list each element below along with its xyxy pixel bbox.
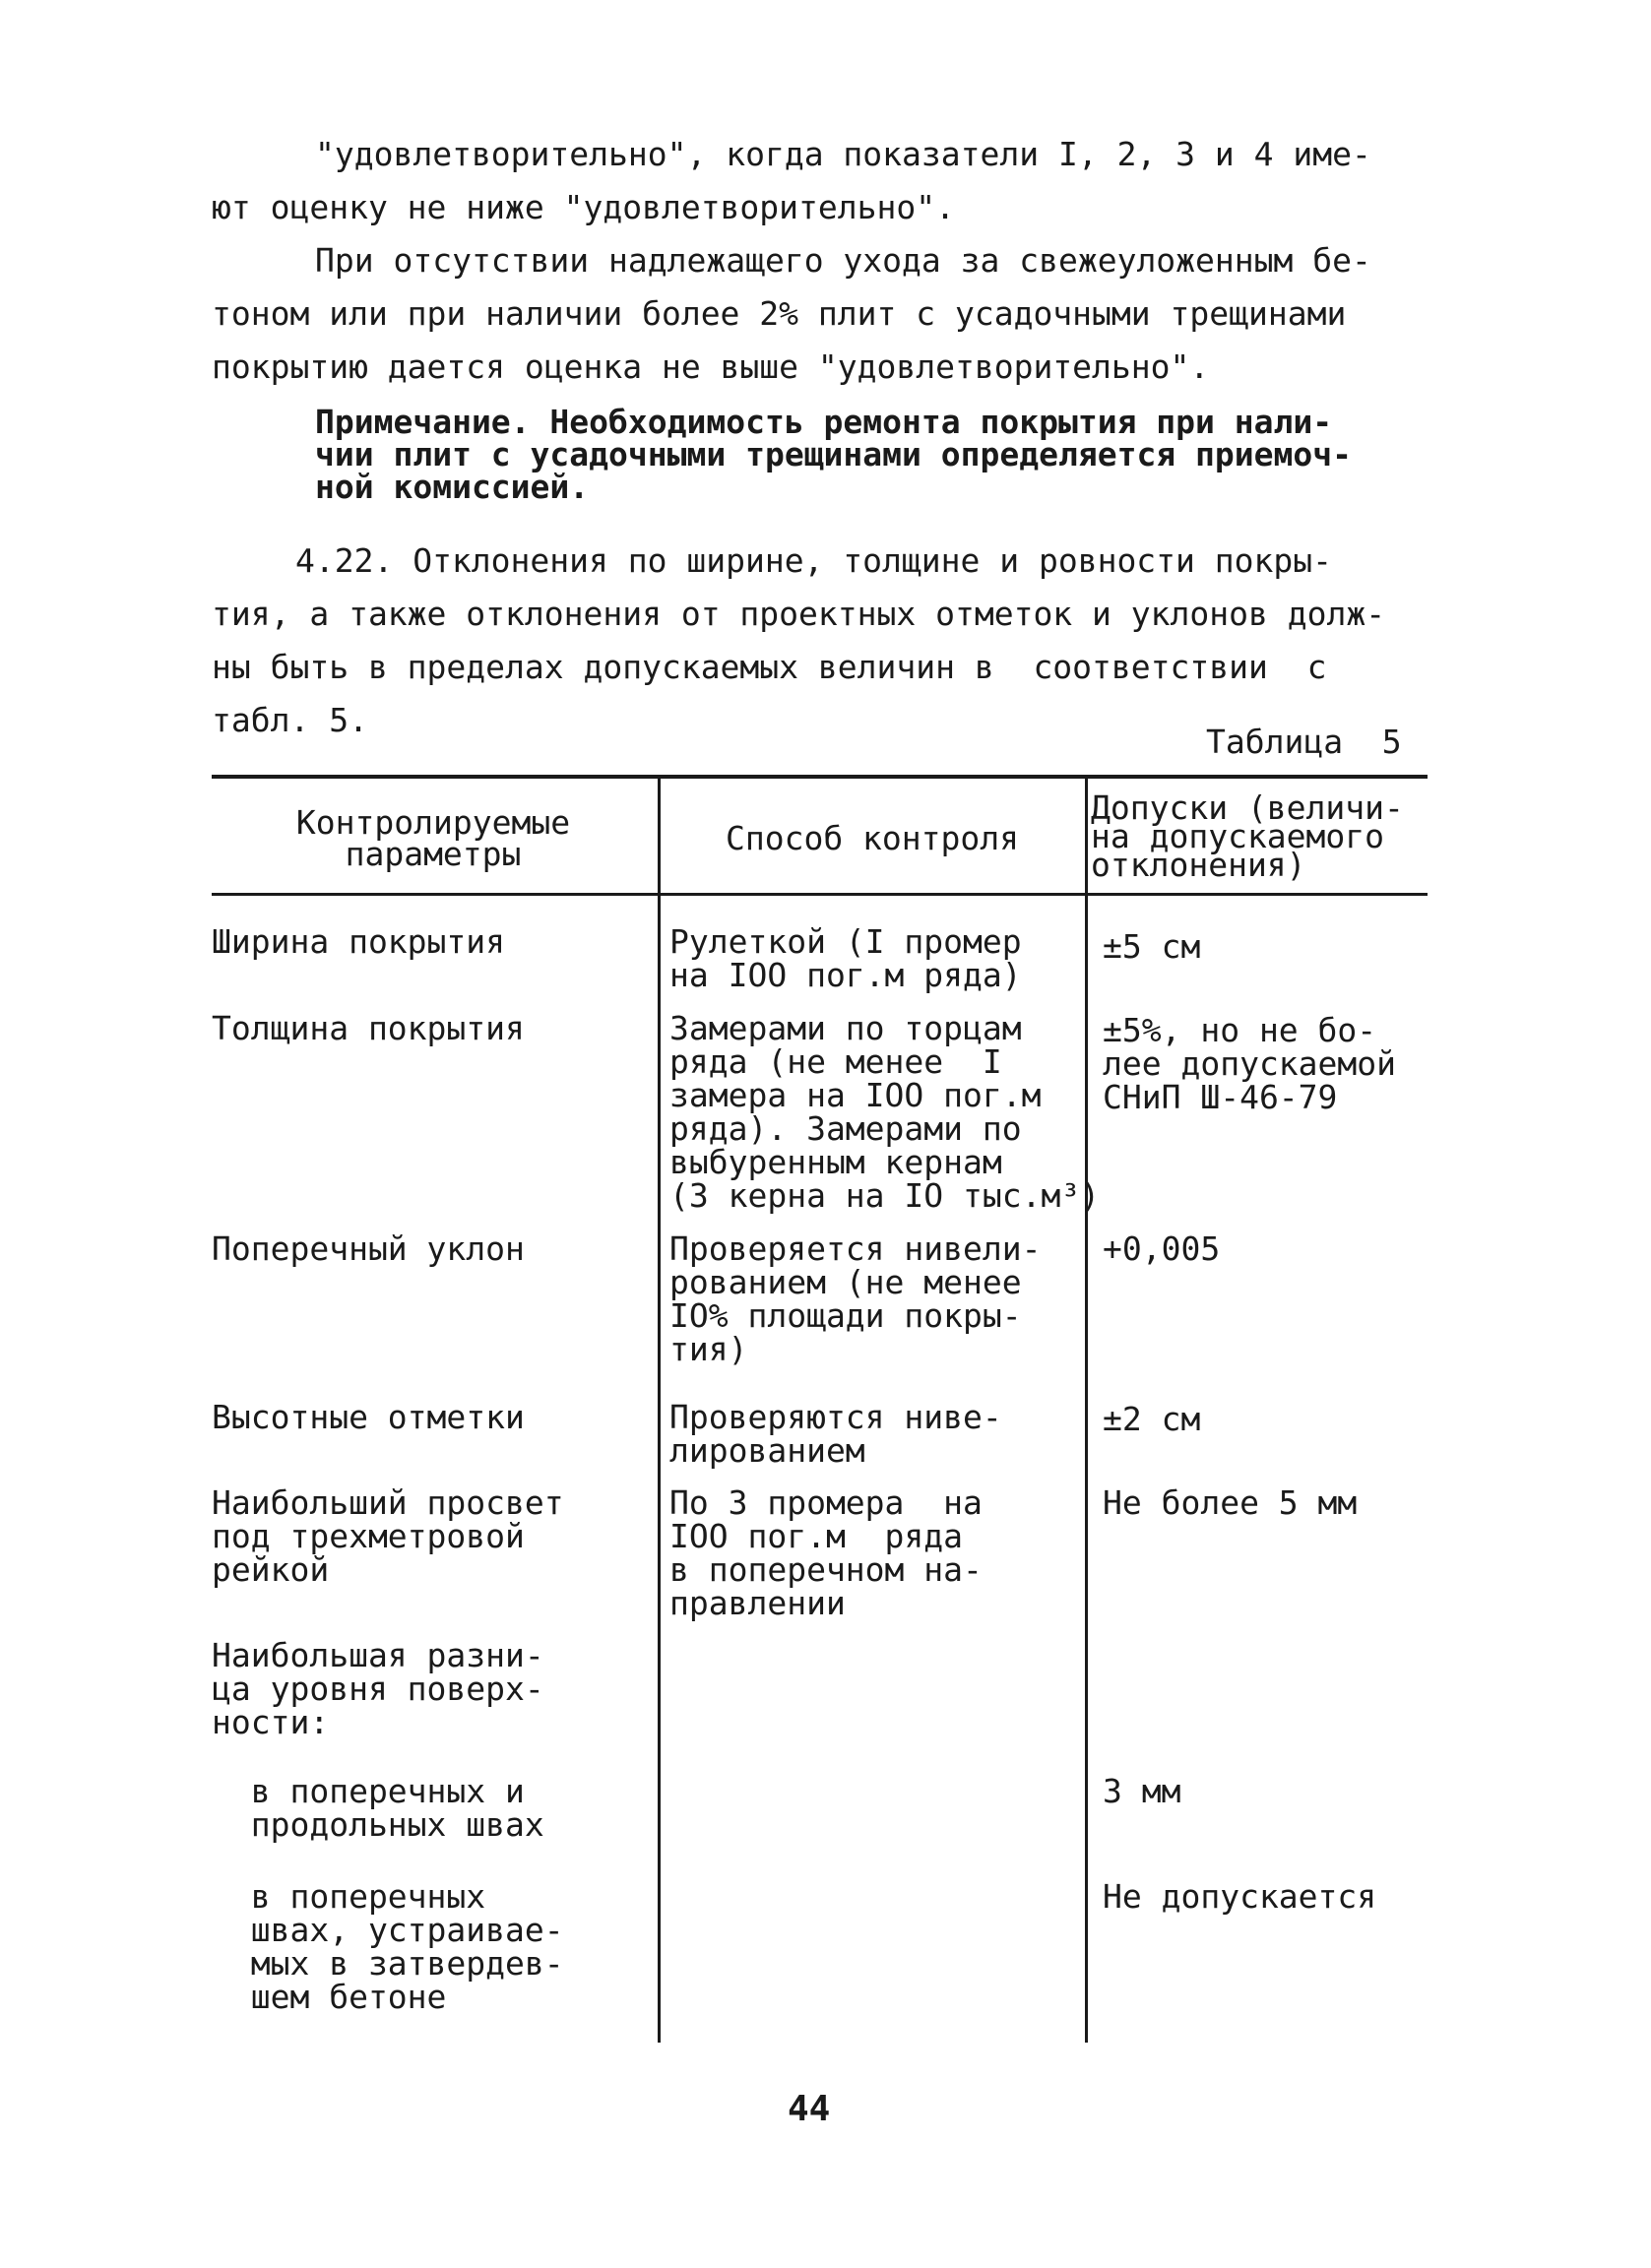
cell-tolerance: +0,005 — [1103, 1229, 1221, 1268]
table-header-rule — [212, 893, 1428, 896]
table-column-divider — [658, 778, 661, 2043]
paragraph-3 — [212, 535, 1452, 747]
note-line: Примечание. Необходимость ремонта покрытия при нали- — [315, 403, 1333, 441]
cell-param: в поперечных швах, устраивае- мых в затвердев- шем бетоне — [250, 1877, 564, 2016]
cell-method: Замерами по торцам ряда (не менее I замера на IOO пог.м ряда). Замерами по выбуренным кернам (3 керна на IO тыс.м³) — [669, 1009, 1101, 1215]
cell-tolerance: Не допускается — [1103, 1877, 1377, 1916]
cell-method: Рулеткой (I промер на IOO пог.м ряда) — [669, 922, 1022, 994]
cell-param: Наибольший просвет под трехметровой рейкой — [212, 1483, 564, 1589]
paragraph-2 — [212, 234, 1452, 394]
note-line: чии плит с усадочными трещинами определяется приемоч- — [315, 435, 1352, 473]
text-line: покрытию дается оценка не выше "удовлетворительно". — [212, 347, 1210, 386]
header-parameters: Контролируемые параметры — [295, 803, 571, 873]
table-column-divider — [1085, 778, 1088, 2043]
paragraph-1 — [212, 128, 1452, 234]
note-block — [315, 403, 1447, 506]
cell-param: Толщина покрытия — [212, 1009, 525, 1047]
cell-tolerance: ±5 см — [1103, 927, 1201, 966]
table-top-rule — [212, 775, 1428, 779]
cell-tolerance: ±2 см — [1103, 1400, 1201, 1438]
text-line: тия, а также отклонения от проектных отметок и уклонов долж- — [212, 595, 1386, 633]
text-line: При отсутствии надлежащего ухода за свежеуложенным бе- — [315, 241, 1371, 280]
text-line: ны быть в пределах допускаемых величин в соответствии с — [212, 648, 1327, 686]
cell-tolerance: Не более 5 мм — [1103, 1483, 1358, 1522]
header-tolerance: Допуски (величи- на допускаемого отклонения) — [1091, 788, 1404, 884]
page-number: 44 — [788, 2089, 831, 2129]
text-line: ют оценку не ниже "удовлетворительно". — [212, 188, 955, 226]
cell-param: Высотные отметки — [212, 1398, 525, 1436]
header-method: Способ контроля — [725, 819, 1019, 857]
cell-tolerance: 3 мм — [1103, 1772, 1181, 1810]
cell-param: в поперечных и продольных швах — [250, 1772, 544, 1844]
cell-method: По 3 промера на IOO пог.м ряда в поперечном на- правлении — [669, 1483, 983, 1622]
text-line: тоном или при наличии более 2% плит с усадочными трещинами — [212, 294, 1347, 333]
cell-param: Наибольшая разни- ца уровня поверх- ности: — [212, 1636, 544, 1741]
table-caption: Таблица 5 — [1206, 723, 1402, 761]
cell-param: Ширина покрытия — [212, 922, 506, 961]
cell-tolerance: ±5%, но не бо- лее допускаемой СНиП Ш-46-79 — [1103, 1011, 1397, 1116]
text-line: табл. 5. — [212, 701, 368, 739]
cell-method: Проверяются ниве- лированием — [669, 1398, 1002, 1470]
cell-method: Проверяется нивели- рованием (не менее IO% площади покры- тия) — [669, 1229, 1042, 1368]
note-line: ной комиссией. — [315, 468, 590, 506]
text-line: 4.22. Отклонения по ширине, толщине и ровности покры- — [295, 541, 1332, 580]
text-line: "удовлетворительно", когда показатели I, 2, 3 и 4 име- — [315, 135, 1371, 173]
cell-param: Поперечный уклон — [212, 1229, 525, 1268]
